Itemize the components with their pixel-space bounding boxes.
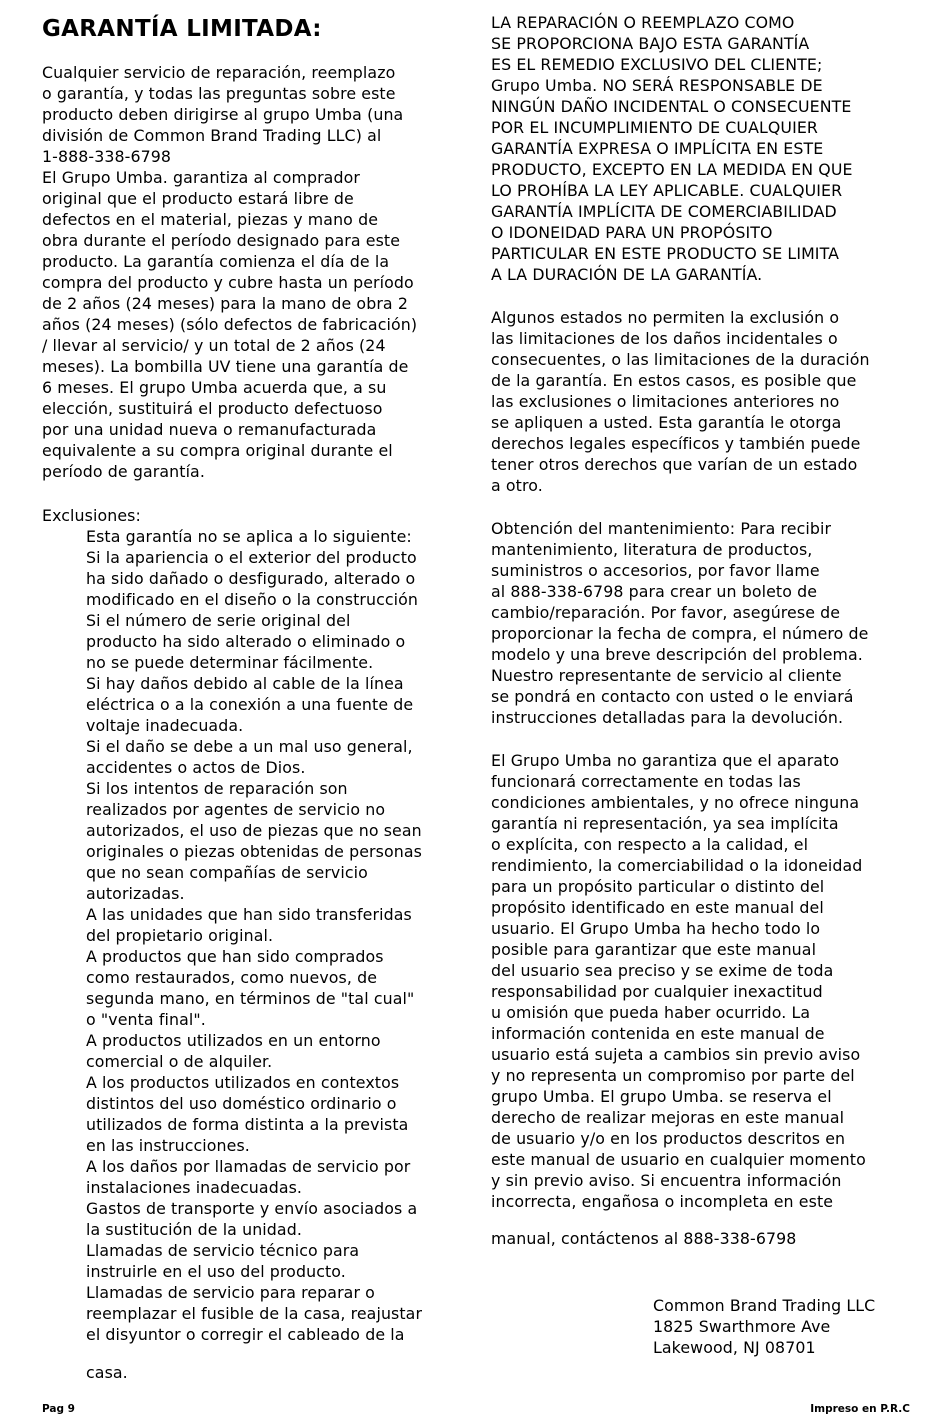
- state-rights-paragraph: Algunos estados no permiten la exclusión o las limitaciones de los daños incidentales o consecuentes, o las limitaciones de la duración de la garantía. En estos casos, es posible que las exclusiones o limitaciones anteriores no se apliquen a usted. Esta garantía le otorga derechos legales específicos y también puede tener otros derechos que varían de un estado a otro.: [491, 308, 870, 495]
- page-number: Pag 9: [42, 1403, 75, 1415]
- exclusive-remedy-paragraph: LA REPARACIÓN O REEMPLAZO COMO SE PROPORCIONA BAJO ESTA GARANTÍA ES EL REMEDIO EXCLUSIVO DEL CLIENTE; Grupo Umba. NO SERÁ RESPONSABLE DE NINGÚN DAÑO INCIDENTAL O CONSECUENTE POR EL INCUMPLIMIENTO DE CUALQUIER GARANTÍA EXPRESA O IMPLÍCITA EN ESTE PRODUCTO, EXCEPTO EN LA MEDIDA EN QUE LO PROHÍBA LA LEY APLICABLE. CUALQUIER GARANTÍA IMPLÍCITA DE COMERCIABILIDAD O IDONEIDAD PARA UN PROPÓSITO PARTICULAR EN ESTE PRODUCTO SE LIMITA A LA DURACIÓN DE LA GARANTÍA.: [491, 13, 853, 284]
- disclaimer-paragraph: El Grupo Umba no garantiza que el aparato funcionará correctamente en todas las condiciones ambientales, y no ofrece ninguna garantía ni representación, ya sea implícita o explícita, con respecto a la calidad, el rendimiento, la comerciabilidad o la idoneidad para un propósito particular o distinto del propósito identificado en este manual del usuario. El Grupo Umba ha hecho todo lo posible para garantizar que este manual del usuario sea preciso y se exime de toda responsabilidad por cualquier inexactitud u omisión que pueda haber ocurrido. La información contenida en este manual de usuario está sujeta a cambios sin previo aviso y no representa un compromiso por parte del grupo Umba. El grupo Umba. se reserva el derecho de realizar mejoras en este manual de usuario y/o en los productos descritos en este manual de usuario en cualquier momento y sin previo aviso. Si encuentra información incorrecta, engañosa o incompleta en este: [491, 751, 866, 1211]
- company-address: Common Brand Trading LLC 1825 Swarthmore Ave Lakewood, NJ 08701: [653, 1296, 876, 1357]
- obtaining-service-paragraph: Obtención del mantenimiento: Para recibir mantenimiento, literatura de productos, suministros o accesorios, por favor llame al 888-338-6798 para crear un boleto de cambio/reparación. Por favor, asegúrese de proporcionar la fecha de compra, el número de modelo y una breve descripción del problema. Nuestro representante de servicio al cliente se pondrá en contacto con usted o le enviará instrucciones detalladas para la devolución.: [491, 519, 869, 727]
- exclusions-heading: Exclusiones:: [42, 506, 141, 525]
- printed-in-label: Impreso en P.R.C: [810, 1403, 910, 1415]
- page-title: GARANTÍA LIMITADA:: [42, 16, 322, 42]
- warranty-intro-paragraph: Cualquier servicio de reparación, reemplazo o garantía, y todas las preguntas sobre este producto deben dirigirse al grupo Umba (una división de Common Brand Trading LLC) al 1-888-338-6798 El Grupo Umba. garantiza al comprador original que el producto estará libre de defectos en el material, piezas y mano de obra durante el período designado para este producto. La garantía comienza el día de la compra del producto y cubre hasta un período de 2 años (24 meses) para la mano de obra 2 años (24 meses) (sólo defectos de fabricación) / llevar al servicio/ y un total de 2 años (24 meses). La bombilla UV tiene una garantía de 6 meses. El grupo Umba acuerda que, a su elección, sustituirá el producto defectuoso por una unidad nueva o remanufacturada equivalente a su compra original durante el período de garantía.: [42, 63, 418, 481]
- contact-line: manual, contáctenos al 888-338-6798: [491, 1229, 797, 1248]
- exclusions-list-end: casa.: [86, 1363, 128, 1382]
- exclusions-list: Esta garantía no se aplica a lo siguiente: Si la apariencia o el exterior del producto ha sido dañado o desfigurado, alterado o modificado en el diseño o la construcción Si el número de serie original del producto ha sido alterado o eliminado o no se puede determinar fácilmente. Si hay daños debido al cable de la línea eléctrica o a la conexión a una fuente de voltaje inadecuada. Si el daño se debe a un mal uso general, accidentes o actos de Dios. Si los intentos de reparación son realizados por agentes de servicio no autorizados, el uso de piezas que no sean originales o piezas obtenidas de personas que no sean compañías de servicio autorizadas. A las unidades que han sido transferidas del propietario original. A productos que han sido comprados como restaurados, como nuevos, de segunda mano, en términos de "tal cual" o "venta final". A productos utilizados en un entorno comercial o de alquiler. A los productos utilizados en contextos distintos del uso doméstico ordinario o utilizados de forma distinta a la prevista en las instrucciones. A los daños por llamadas de servicio por instalaciones inadecuadas. Gastos de transporte y envío asociados a la sustitución de la unidad. Llamadas de servicio técnico para instruirle en el uso del producto. Llamadas de servicio para reparar o reemplazar el fusible de la casa, reajustar el disyuntor o corregir el cableado de la: [86, 527, 423, 1344]
